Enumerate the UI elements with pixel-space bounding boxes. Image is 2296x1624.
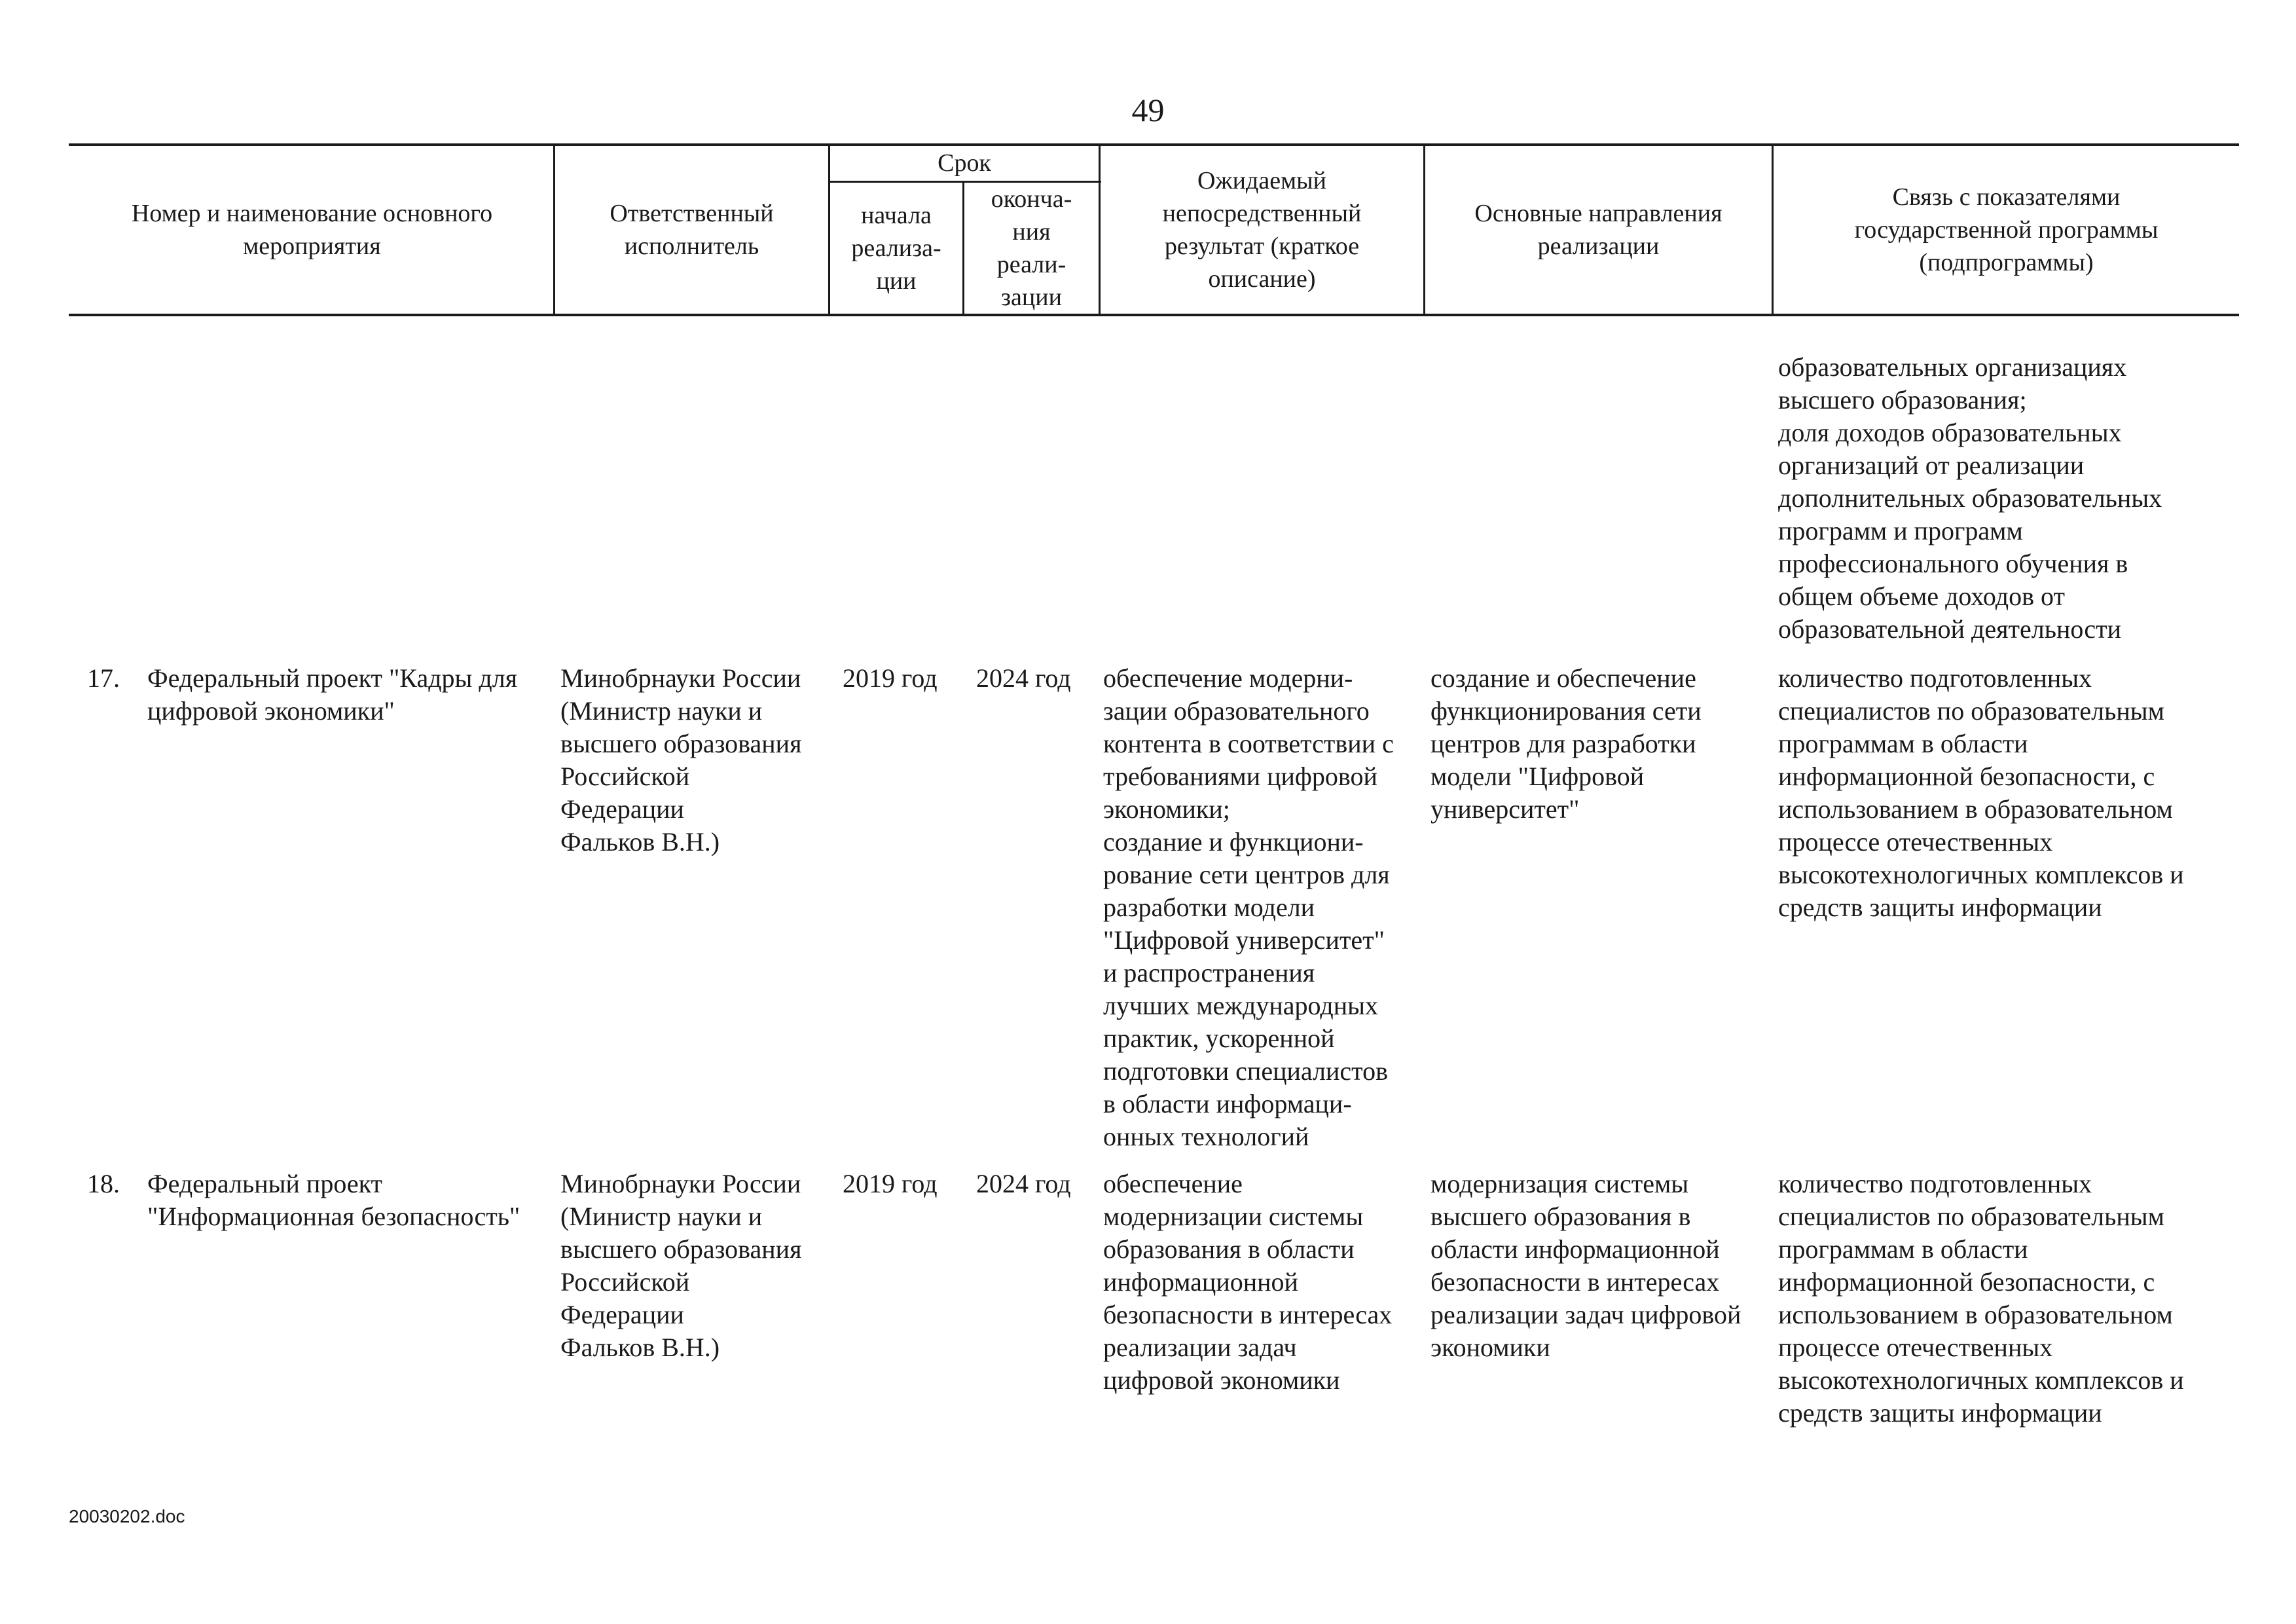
header-end: оконча- ния реали- зации [991,185,1072,311]
row-start-year: 2019 год [843,663,938,693]
page-number: 49 [1131,92,1165,128]
header-executor: Ответственный исполнитель [610,200,774,260]
row-executor: Минобрнауки России (Министр науки и высшего образования Российской Федерации Фальков В.Н.) [560,663,802,857]
header-start: начала реализа- ции [851,202,941,295]
row-directions: создание и обеспечение функционирования сети центров для разработки модели "Цифровой университет" [1430,663,1702,824]
header-measure: Номер и наименование основного мероприятия [131,200,493,260]
row-result: обеспечение модерни- зации образовательного контента в соответствии с требованиями цифровой экономики; создание и функциони- рование сети центров для разработки модели "Цифровой университет" и распространения лучших международных практик, ускоренной подготовки специалистов в области информаци- онных технологий [1103,663,1394,1151]
row-end-year: 2024 год [976,663,1071,693]
row-indicators: количество подготовленных специалистов по образовательным программам в области информационной безопасности, с использованием в образовательном процессе отечественных высокотехнологичных комплексов и средств защиты информации [1778,1169,2184,1428]
row-result: обеспечение модернизации системы образования в области информационной безопасности в интересах реализации задач цифровой экономики [1103,1169,1393,1395]
continuation-indicators: образовательных организациях высшего образования; доля доходов образовательных организаций от реализации дополнительных образовательных программ и программ профессионального обучения в общем объеме доходов от образовательной деятельности [1778,352,2162,644]
row-executor: Минобрнауки России (Министр науки и высшего образования Российской Федерации Фальков В.Н.) [560,1169,802,1362]
header-result: Ожидаемый непосредственный результат (краткое описание) [1162,167,1362,293]
row-number: 18. [87,1169,120,1198]
header-directions: Основные направления реализации [1474,200,1722,260]
row-end-year: 2024 год [976,1169,1071,1198]
row-directions: модернизация системы высшего образования в области информационной безопасности в интересах реализации задач цифровой экономики [1430,1169,1741,1362]
header-indicators: Связь с показателями государственной программы (подпрограммы) [1854,183,2159,276]
row-start-year: 2019 год [843,1169,938,1198]
header-term: Срок [938,149,991,177]
header-bottom-rule [69,314,2239,316]
row-measure: Федеральный проект "Кадры для цифровой экономики" [147,663,518,726]
row-indicators: количество подготовленных специалистов по образовательным программам в области информационной безопасности, с использованием в образовательном процессе отечественных высокотехнологичных комплексов и средств защиты информации [1778,663,2184,922]
row-measure: Федеральный проект "Информационная безопасность" [147,1169,520,1231]
footer-filename: 20030202.doc [69,1506,185,1526]
row-number: 17. [87,663,120,693]
